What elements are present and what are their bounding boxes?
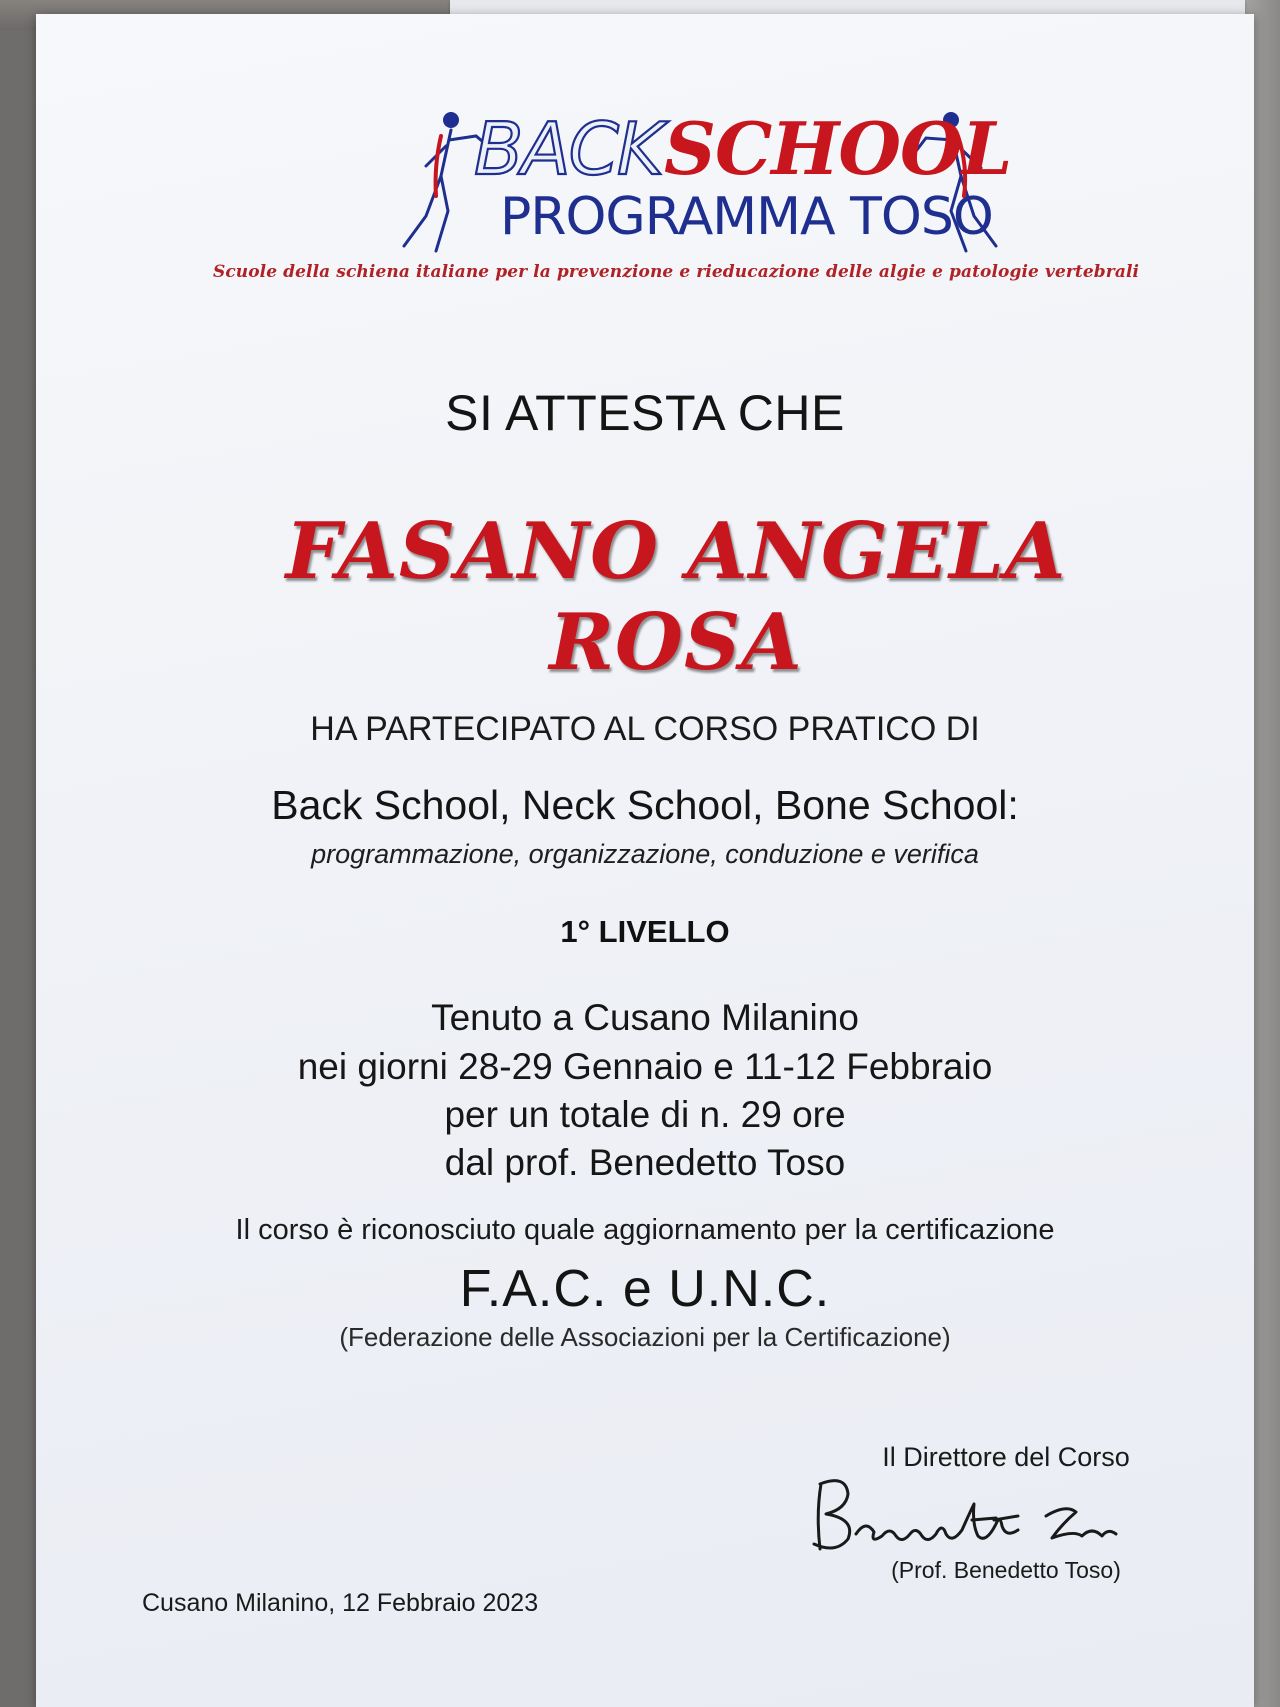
course-title: Back School, Neck School, Bone School: xyxy=(271,782,1019,828)
handwritten-signature xyxy=(786,1464,1196,1564)
recipient-name: FASANO ANGELA ROSA xyxy=(285,506,1067,688)
back-school-logo xyxy=(396,106,1016,266)
certificate-sheet xyxy=(36,14,1254,1707)
course-dates: nei giorni 28-29 Gennaio e 11-12 Febbraio xyxy=(297,1046,993,1087)
tagline: Scuole della schiena italiane per la prevenzione e rieducazione delle algie e patologie vertebrali xyxy=(212,262,1140,282)
course-location: Tenuto a Cusano Milanino xyxy=(431,997,859,1038)
recognition-text: Il corso è riconosciuto quale aggiornamento per la certificazione xyxy=(235,1214,1055,1246)
participation-statement: HA PARTECIPATO AL CORSO PRATICO DI xyxy=(310,710,980,748)
course-subtitle: programmazione, organizzazione, conduzione e verifica xyxy=(311,839,979,869)
logo-back-text: BACK xyxy=(474,107,663,191)
attestation-heading: SI ATTESTA CHE xyxy=(445,385,845,441)
place-and-date: Cusano Milanino, 12 Febbraio 2023 xyxy=(142,1589,539,1617)
certification-acronyms: F.A.C. e U.N.C. xyxy=(459,1260,831,1318)
course-hours: per un totale di n. 29 ore xyxy=(444,1094,846,1135)
course-instructor: dal prof. Benedetto Toso xyxy=(444,1142,846,1183)
course-level: 1° LIVELLO xyxy=(560,914,730,949)
signer-name: (Prof. Benedetto Toso) xyxy=(891,1557,1121,1583)
logo-programma-text: PROGRAMMA TOSO xyxy=(500,187,993,247)
federation-name: (Federazione delle Associazioni per la Certificazione) xyxy=(339,1322,951,1352)
director-role: Il Direttore del Corso xyxy=(882,1442,1130,1472)
logo-school-text: SCHOOL xyxy=(664,106,1012,191)
